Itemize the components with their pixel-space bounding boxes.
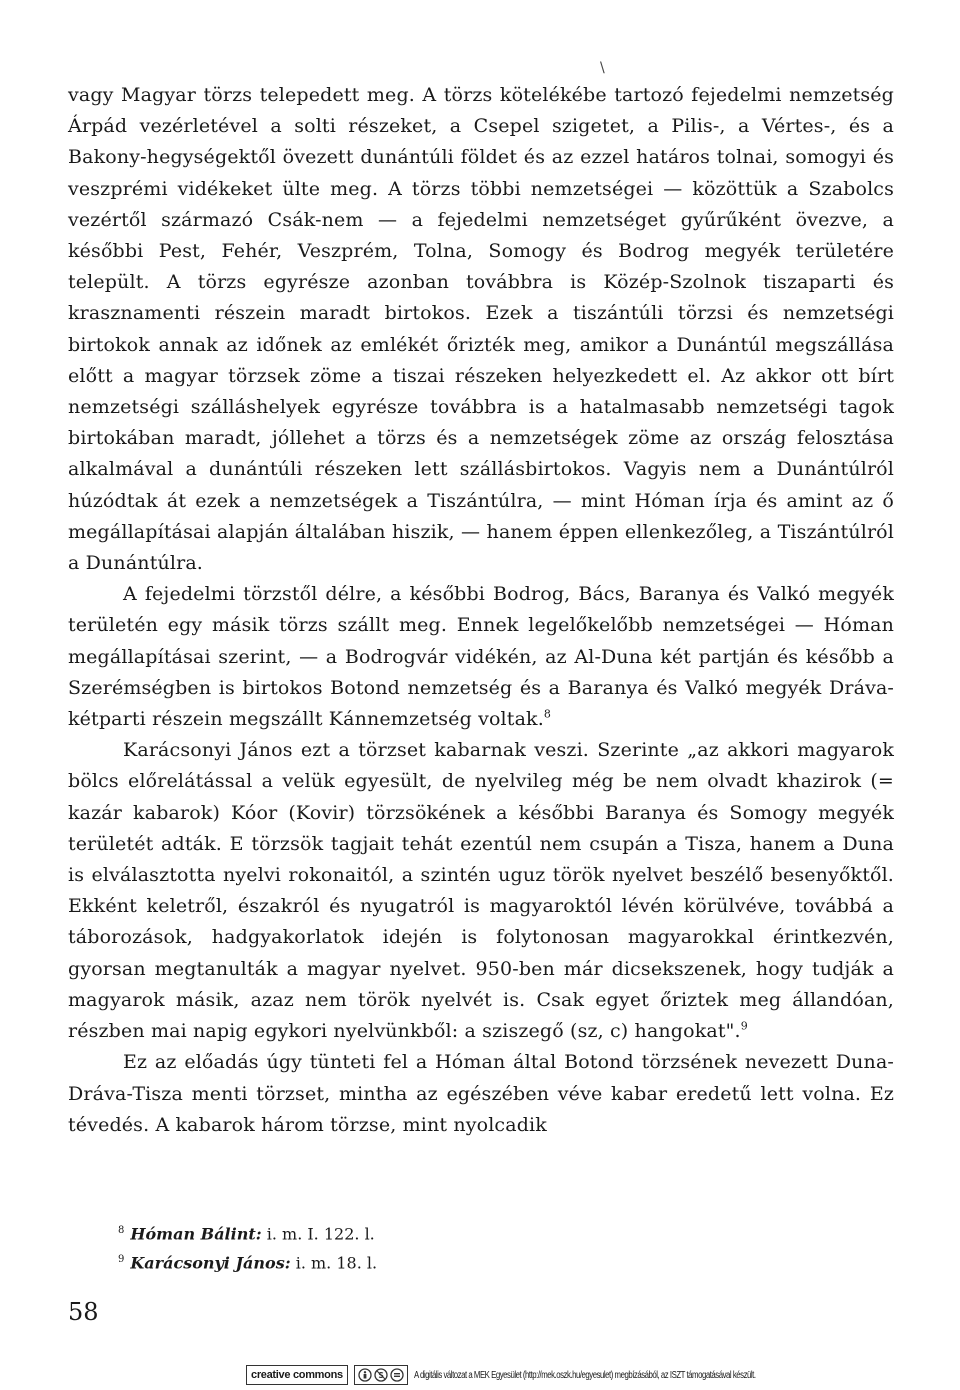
cc-badge-text-top: creative bbox=[251, 1369, 291, 1381]
paragraph-3 bbox=[68, 735, 894, 1047]
footnote-mark: 9 bbox=[118, 1254, 125, 1266]
paragraph-text: Ez az előadás úgy tünteti fel a Hóman által Botond törzsének nevezett Duna-Dráva-Tisza menti törzset, mintha az egészében véve kabar eredetű lett volna. Ez tévedés. A kabarok három törzse, mint nyolcadik bbox=[68, 1051, 894, 1136]
footnote-9 bbox=[118, 1247, 377, 1276]
paragraph-1 bbox=[68, 80, 894, 579]
paragraph-text: A fejedelmi törzstől délre, a későbbi Bodrog, Bács, Baranya és Valkó megyék területén egy másik törzs szállt meg. Ennek legelőkelőbb nemzetségei — Hóman megállapításai szerint, — a Bodrogvár vidékén, az Al-Duna két partján és később a Szerémségben is birtokos Botond nemzetség és a Baranya és Valkó megyék Dráva-kétparti részein megszállt Kánnemzetség voltak. bbox=[68, 583, 894, 731]
paragraph-text: Karácsonyi János ezt a törzset kabarnak veszi. Szerinte „az akkori magyarok bölcs előrelátással a velük egyesült, de nyelvileg még be nem olvadt khazirok (= kazár kabarok) Kóor (Kovir) törzsökének a későbbi Baranya és Somogy megyék területét adták. E törzsök tagjait tehát ezentúl nem csupán a Tisza, hanem a Duna is elválasztotta nyelvi rokonaitól, a szintén uguz török nyelvet beszélő besenyőktől. Ekként keletről, északról és nyugatról is magyaroktól lévén körülvéve, továbbá a táborozások, hadgyakorlatok idején is folytonosan magyarokkal érintkezvén, gyorsan megtanulták a magyar nyelvet. 950-ben már dicsekszenek, hogy tudják a magyarok másik, azaz nem török nyelvét is. Csak egyet őriztek meg állandóan, részben mai napig egykori nyelvünkből: a sziszegő (sz, c) hangokat". bbox=[68, 739, 894, 1043]
footnote-ref: i. m. I. 122. l. bbox=[261, 1224, 375, 1244]
license-bar bbox=[246, 1364, 852, 1386]
cc-badge-text-bottom: commons bbox=[292, 1369, 343, 1381]
footnote-mark: 8 bbox=[118, 1225, 125, 1236]
body-text bbox=[68, 80, 894, 1141]
cc-nc-icon bbox=[374, 1368, 388, 1382]
footnote-author: Hóman Bálint: bbox=[130, 1224, 262, 1244]
license-notice: A digitális változat a MEK Egyesület (http://mek.oszk.hu/egyesulet) megbízásából, az ISZT támogatásával készült. bbox=[413, 1369, 756, 1381]
footnote-ref: i. m. 18. l. bbox=[290, 1253, 378, 1273]
cc-by-icon bbox=[358, 1368, 372, 1382]
page-number: 58 bbox=[68, 1298, 99, 1326]
creative-commons-logo[interactable] bbox=[246, 1365, 348, 1385]
paragraph-4 bbox=[68, 1047, 894, 1141]
paragraph-2 bbox=[68, 579, 894, 735]
footnote-author: Karácsonyi János: bbox=[130, 1253, 291, 1273]
footnote-reference[interactable]: 8 bbox=[543, 707, 552, 721]
footnote-8 bbox=[118, 1218, 377, 1247]
footnotes bbox=[118, 1218, 377, 1277]
paragraph-text: vagy Magyar törzs telepedett meg. A törzs kötelékébe tartozó fejedelmi nemzetség Árpád vezérletével a solti részeket, a Csepel szigetet, a Pilis-, a Vértes-, és a Bakony-hegységektől övezett dunántúli földet és az ezzel határos tolnai, somogyi és veszprémi vidékeket ülte meg. A törzs többi nemzetségei — közöttük a Szabolcs vezértől származó Csák-nem — a fejedelmi nemzetséget gyűrűként övezve, a későbbi Pest, Fehér, Veszprém, Tolna, Somogy és Bodrog megyék területére települt. A törzs egyrésze azonban továbbra is Közép-Szolnok tiszaparti és krasznamenti részein maradt birtokos. Ezek a tiszántúli törzsi és nemzetségi birtokok annak az időnek az emlékét őrizték meg, amikor a Dunántúl megszállása előtt a magyar törzsek zöme a tiszai részeken helyezkedett el. Az akkor ott bírt nemzetségi szálláshelyek egyrésze továbbra is a hatalmasabb nemzetségi tagok birtokában maradt, jóllehet a törzs és a nemzetségek zöme az ország felosztása alkalmával a dunántúli részeken lett szállásbirtokos. Vagyis nem a Dunántúlról húzódtak át ezek a nemzetségek a Tiszántúlra, — mint Hóman írja és amint az ő megállapításai alapján általában hiszik, — hanem éppen ellenkezőleg, a Tiszántúlról a Dunántúlra. bbox=[68, 84, 894, 575]
scan-mark: \ bbox=[600, 60, 605, 76]
footnote-reference[interactable]: 9 bbox=[740, 1019, 748, 1033]
cc-nd-icon bbox=[390, 1368, 404, 1382]
cc-license-icons bbox=[354, 1365, 408, 1385]
